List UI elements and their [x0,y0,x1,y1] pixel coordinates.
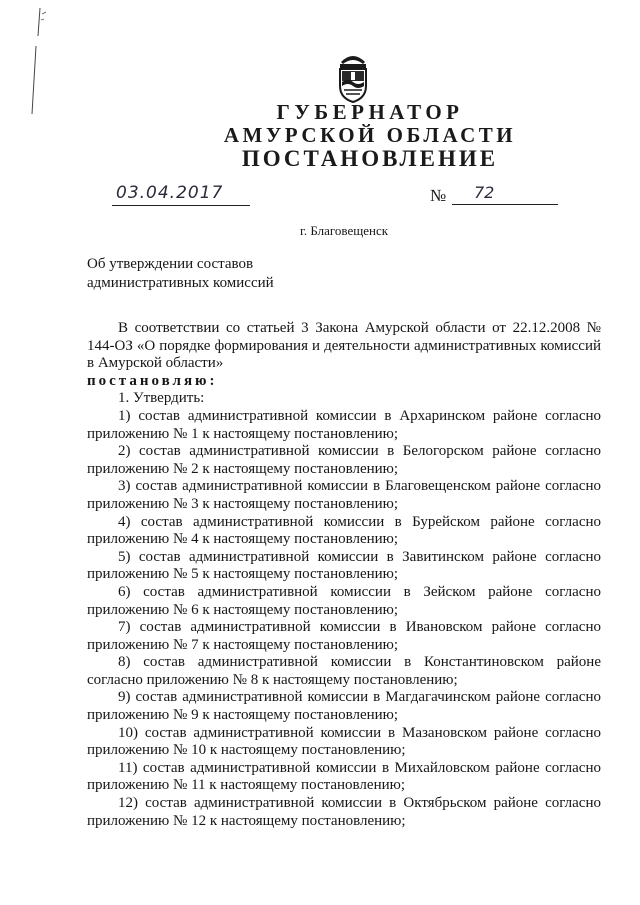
list-item: 7) состав административной комиссии в Ивановском районе согласно приложению № 7 к настоящему постановлению; [87,619,601,653]
subject-line-2: административных комиссий [87,275,274,291]
list-item: 8) состав административной комиссии в Константиновском районе согласно приложению № 8 к настоящему постановлению; [87,654,601,688]
list-item: 1) состав административной комиссии в Архаринском районе согласно приложению № 1 к настоящему постановлению; [87,407,601,442]
pen-mark-decoration [22,6,52,116]
document-subject [87,255,274,293]
document-number: 72 [452,183,558,205]
decree-word: постановляю: [87,372,218,389]
governor-title: ГУБЕРНАТОР [276,100,464,124]
list-item: 9) состав административной комиссии в Магдагачинском районе согласно приложению № 9 к настоящему постановлению; [87,689,601,724]
city-name: г. Благовещенск [300,223,389,238]
list-item: 11) состав административной комиссии в Михайловском районе согласно приложению № 11 к настоящему постановлению; [87,759,601,794]
list-item: 3) состав административной комиссии в Благовещенском районе согласно приложению № 3 к настоящему постановлению; [87,478,601,512]
amur-region-coat-of-arms-icon [328,48,378,104]
list-item: 4) состав административной комиссии в Бурейском районе согласно приложению № 4 к настоящему постановлению; [87,513,601,548]
list-item: 6) состав административной комиссии в Зейском районе согласно приложению № 6 к настоящему постановлению; [87,583,601,618]
preamble-paragraph: В соответствии со статьей 3 Закона Амурской области от 22.12.2008 № 144-ОЗ «О порядке формирования и деятельности административных комиссий в Амурской области» [87,320,601,372]
subject-line-1: Об утверждении составов [87,256,254,272]
approve-clause: 1. Утвердить: [118,390,205,407]
region-title: АМУРСКОЙ ОБЛАСТИ [223,123,517,147]
list-item: 10) состав административной комиссии в Мазановском районе согласно приложению № 10 к настоящему постановлению; [87,724,601,759]
list-item: 2) состав административной комиссии в Белогорском районе согласно приложению № 2 к настоящему постановлению; [87,443,601,477]
number-sign: № [430,186,447,205]
list-item: 12) состав административной комиссии в Октябрьском районе согласно приложению № 12 к настоящему постановлению; [87,795,601,829]
document-type-title: ПОСТАНОВЛЕНИЕ [241,146,499,171]
list-item: 5) состав административной комиссии в Завитинском районе согласно приложению № 5 к настоящему постановлению; [87,548,601,583]
document-body [87,320,601,830]
document-date: 03.04.2017 [112,183,250,206]
